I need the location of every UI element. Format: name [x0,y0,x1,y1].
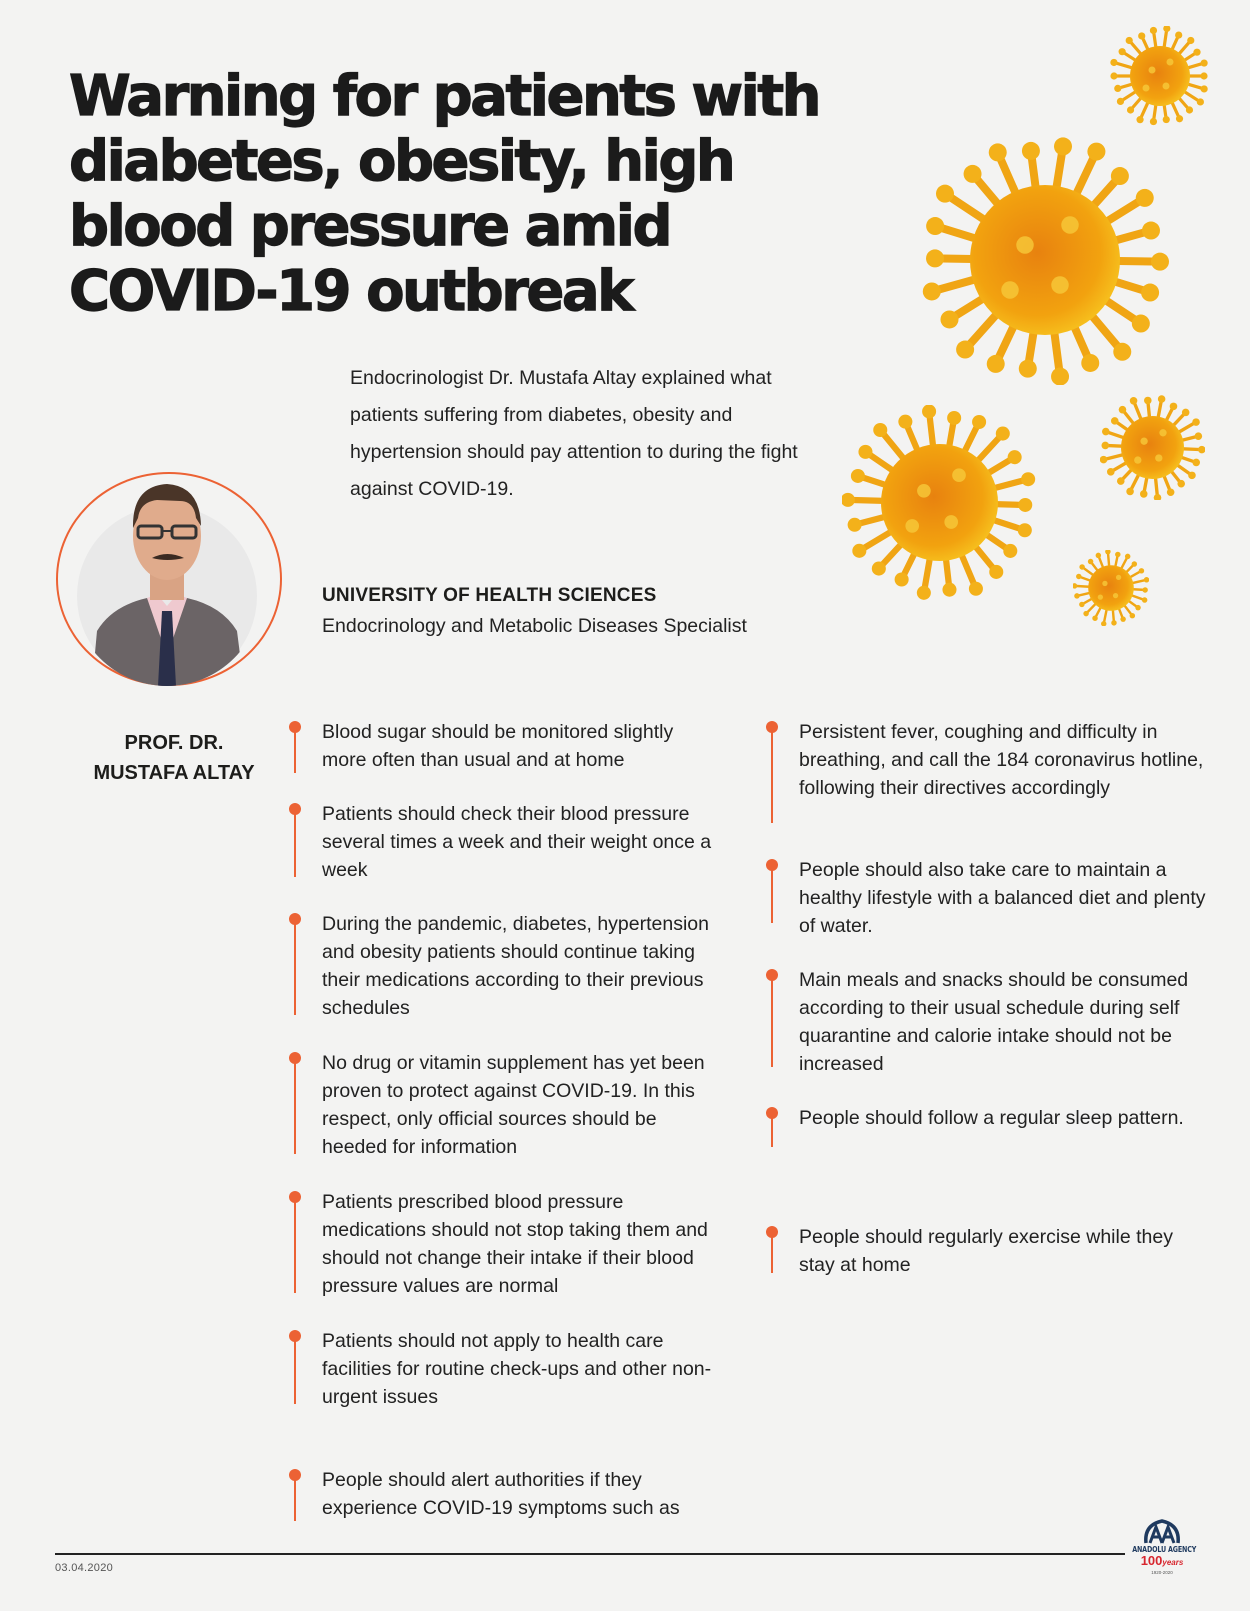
virus-spike-tip [1079,602,1084,607]
virus-spike-tip [1110,59,1117,66]
virus-spike-tip [1127,106,1134,113]
virus-spike-tip [1003,544,1017,558]
advice-item [291,800,721,884]
virus-spike-tip [1200,72,1207,79]
virus-spike-tip [1130,397,1138,405]
virus-spike-tip [940,310,958,328]
virus-illustration-medium [842,405,1037,600]
virus-spike-tip [1100,456,1107,464]
virus-spike-tip [1188,472,1196,480]
virus-receptor [1167,59,1174,66]
virus-spike-tip [842,493,855,507]
virus-receptor [1061,216,1079,234]
virus-spike-tip [872,562,886,576]
virus-spike-tip [1177,480,1185,488]
virus-spike-tip [1163,26,1170,32]
virus-spike-tip [987,355,1005,373]
virus-spike-tip [895,572,909,586]
coronavirus-icon [1110,26,1210,126]
advice-item [768,966,1208,1078]
virus-spike-tip [1102,428,1110,436]
footer-divider [55,1553,1125,1555]
virus-spike-tip [947,411,961,425]
virus-spike-tip [1111,620,1116,625]
advice-item [291,1049,721,1161]
pin-marker-icon [294,1193,296,1293]
virus-spike-tip [858,445,872,459]
person-portrait-icon [72,456,262,686]
virus-spike-tip [1092,616,1097,621]
virus-spike-tip [873,423,887,437]
advice-item [291,1466,721,1522]
virus-body [1088,565,1134,611]
virus-spike-tip [956,341,974,359]
virus-receptor [1116,575,1121,580]
virus-spike-tip [1151,253,1169,271]
pin-marker-icon [294,1471,296,1521]
virus-spike-tip [1117,477,1125,485]
virus-spike-tip [1119,48,1126,55]
advice-text: People should also take care to maintain a healthy lifestyle with a balanced diet and plenty of water. [799,859,1206,937]
virus-body [1130,46,1190,106]
virus-spike-tip [1117,98,1124,105]
advice-item [291,1188,721,1300]
virus-spike-tip [1176,115,1183,122]
expert-name-full: MUSTAFA ALTAY [93,762,255,784]
advice-text: Persistent fever, coughing and difficulty in breathing, and call the 184 coronavirus hotline, following their directives accordingly [799,721,1204,799]
virus-spike-tip [969,582,983,596]
virus-spike-tip [917,586,931,600]
virus-receptor [952,468,966,482]
virus-spike-tip [1139,568,1144,573]
virus-spike-tip [1101,621,1106,626]
virus-spike-tip [1144,577,1149,582]
virus-spike-tip [1154,494,1162,500]
virus-receptor [1001,281,1019,299]
centennial-range: 1920-2020 [1151,1570,1173,1575]
virus-spike-tip [1158,395,1166,403]
advice-text: Patients should check their blood pressure several times a week and their weight once a week [322,803,712,881]
virus-body [970,185,1120,335]
advice-item [291,718,721,774]
page-title: Warning for patients with diabetes, obesity, high blood pressure amid COVID-19 outbreak [69,64,819,324]
virus-spike-tip [1120,616,1125,621]
advice-item [291,910,721,1022]
virus-spike-tip [1141,284,1159,302]
virus-receptor [1159,429,1166,436]
virus-spike-tip [1126,37,1133,44]
expert-name-title: PROF. DR. [124,732,224,754]
virus-receptor [1051,276,1069,294]
pin-marker-icon [294,805,296,877]
virus-body [881,444,998,561]
virus-spike-tip [1167,488,1175,496]
virus-spike-tip [922,405,936,418]
virus-spike-tip [1142,587,1147,592]
virus-spike-tip [1135,605,1140,610]
virus-spike-tip [1081,354,1099,372]
virus-spike-tip [1195,432,1203,440]
virus-spike-tip [972,415,986,429]
virus-spike-tip [936,185,954,203]
virus-receptor [1102,581,1107,586]
pin-marker-icon [771,1228,773,1273]
virus-spike-tip [1076,574,1081,579]
virus-receptor [1155,454,1162,461]
expert-name [74,728,274,788]
coronavirus-icon [842,405,1037,600]
virus-spike-tip [926,249,944,267]
advice-item [768,1104,1208,1132]
virus-receptor [1134,456,1141,463]
institution-name: UNIVERSITY OF HEALTH SCIENCES [322,585,657,606]
virus-spike-tip [926,217,944,235]
virus-spike-tip [1087,143,1105,161]
virus-spike-tip [1119,406,1127,414]
virus-spike-tip [1088,559,1093,564]
virus-spike-tip [1114,85,1121,92]
virus-spike-tip [848,518,862,532]
virus-spike-tip [1111,167,1129,185]
virus-spike-tip [1142,222,1160,240]
virus-spike-tip [1140,490,1148,498]
virus-spike-tip [1201,85,1208,92]
virus-spike-tip [1079,564,1084,569]
virus-spike-tip [1130,613,1135,618]
virus-spike-tip [1192,418,1200,426]
virus-spike-tip [1073,583,1077,588]
expert-portrait [72,456,262,686]
centennial-years: years [1162,1558,1184,1567]
centennial-number: 100 [1140,1553,1163,1568]
virus-spike-tip [1105,550,1110,554]
virus-spike-tip [1018,523,1032,537]
centennial-badge [1127,1554,1197,1570]
advice-text: Blood sugar should be monitored slightly more often than usual and at home [322,721,674,771]
virus-spike-tip [1018,498,1032,512]
virus-spike-tip [1126,488,1134,496]
advice-item [768,856,1208,940]
virus-spike-tip [942,583,956,597]
virus-receptor [944,515,958,529]
pin-marker-icon [294,723,296,773]
aa-logo-icon [1127,1515,1197,1545]
pin-marker-icon [294,915,296,1015]
virus-receptor [917,484,931,498]
virus-spike-tip [1192,459,1200,467]
virus-spike-tip [1193,49,1200,56]
virus-spike-tip [1102,442,1110,450]
virus-spike-tip [1083,611,1088,616]
virus-spike-tip [898,415,912,429]
virus-spike-tip [1163,116,1170,123]
advice-text: People should regularly exercise while they stay at home [799,1226,1173,1276]
virus-receptor [1163,83,1170,90]
virus-spike-tip [989,565,1003,579]
virus-spike-tip [1110,72,1117,79]
expert-specialty: Endocrinology and Metabolic Diseases Specialist [322,615,747,637]
coronavirus-icon [920,135,1170,385]
virus-receptor [1016,236,1034,254]
pin-marker-icon [771,723,773,823]
advice-text: Patients should not apply to health care facilities for routine check-ups and other non-urgent issues [322,1330,712,1408]
virus-illustration-small-right [1100,395,1205,500]
pin-marker-icon [771,1109,773,1147]
virus-spike-tip [1111,417,1119,425]
virus-spike-tip [1150,27,1157,34]
advice-text: Main meals and snacks should be consumed according to their usual schedule during self quarantine and calorie intake should not be increased [799,969,1189,1075]
advice-text: No drug or vitamin supplement has yet been proven to protect against COVID-19. In this respect, only official sources should be heeded for information [322,1052,705,1158]
anadolu-agency-logo [1127,1515,1197,1575]
pin-marker-icon [294,1332,296,1404]
virus-spike-tip [1138,32,1145,39]
virus-spike-tip [1201,59,1208,66]
virus-spike-tip [1198,446,1205,454]
pin-marker-icon [294,1054,296,1154]
pin-marker-icon [771,861,773,923]
pin-marker-icon [771,971,773,1067]
virus-spike-tip [1021,472,1035,486]
virus-spike-tip [1150,118,1157,125]
virus-spike-tip [1096,553,1101,558]
logo-name: ANADOLU AGENCY [1132,1545,1197,1554]
virus-spike-tip [1054,137,1072,155]
virus-receptor [1143,85,1150,92]
virus-spike-tip [1187,37,1194,44]
virus-spike-tip [1107,468,1115,476]
virus-spike-tip [1113,343,1131,361]
virus-spike-tip [989,143,1007,161]
virus-spike-tip [1175,31,1182,38]
virus-spike-tip [996,427,1010,441]
virus-illustration-tiny [1073,550,1149,626]
virus-spike-tip [923,282,941,300]
virus-spike-tip [1051,368,1069,385]
coronavirus-icon [1073,550,1149,626]
publish-date: 03.04.2020 [55,1562,114,1574]
virus-spike-tip [1186,106,1193,113]
virus-spike-tip [1132,561,1137,566]
virus-spike-tip [964,165,982,183]
virus-receptor [1149,67,1156,74]
virus-spike-tip [1197,98,1204,105]
advice-item [768,718,1208,802]
virus-spike-tip [851,469,865,483]
virus-body [1121,416,1184,479]
virus-illustration-small-top [1110,26,1210,126]
virus-spike-tip [1115,552,1120,557]
virus-spike-tip [1136,116,1143,123]
intro-paragraph: Endocrinologist Dr. Mustafa Altay explained what patients suffering from diabetes, obesity and hypertension should pay attention to during the fight against COVID-19. [350,367,798,500]
virus-spike-tip [1074,593,1079,598]
virus-spike-tip [1182,409,1190,417]
advice-text: People should alert authorities if they experience COVID-19 symptoms such as [322,1469,680,1519]
virus-receptor [1113,593,1118,598]
virus-spike-tip [1136,189,1154,207]
virus-spike-tip [1019,360,1037,378]
virus-receptor [905,519,919,533]
virus-spike-tip [1008,450,1022,464]
virus-spike-tip [1142,597,1147,602]
virus-receptor [1140,438,1147,445]
virus-spike-tip [1022,142,1040,160]
advice-text: Patients prescribed blood pressure medications should not stop taking them and should not change their intake if their blood pressure values are normal [322,1191,708,1297]
advice-text: People should follow a regular sleep pattern. [799,1107,1184,1129]
advice-text: During the pandemic, diabetes, hypertension and obesity patients should continue taking their medications according to their previous schedules [322,913,709,1019]
virus-spike-tip [1125,554,1130,559]
virus-spike-tip [852,544,866,558]
virus-receptor [1098,594,1103,599]
virus-spike-tip [1144,397,1152,405]
advice-item [768,1223,1208,1279]
virus-spike-tip [1132,315,1150,333]
virus-spike-tip [1170,403,1178,411]
virus-illustration-large [920,135,1170,385]
coronavirus-icon [1100,395,1205,500]
advice-item [291,1327,721,1411]
